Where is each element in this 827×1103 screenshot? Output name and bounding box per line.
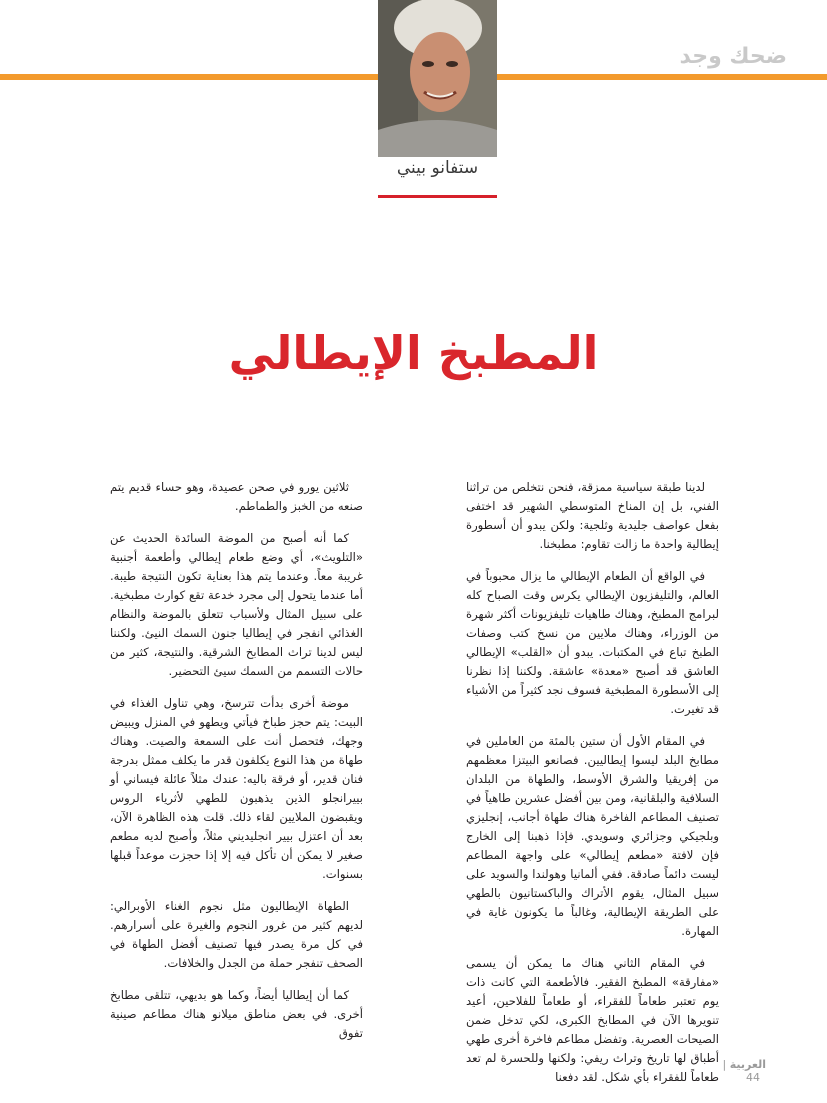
- page-footer: [700, 1058, 766, 1084]
- magazine-name: العربية: [729, 1058, 766, 1071]
- paragraph: ثلاثين يورو في صحن عصيدة، وهو حساء قديم يتم صنعه من الخبز والطماطم.: [110, 480, 363, 513]
- header-rule-left: [0, 74, 378, 80]
- author-photo: [378, 0, 497, 157]
- paragraph: في الواقع أن الطعام الإيطالي ما يزال محبوباً في العالم، والتليفزيون الإيطالي يكرس وقت الصباح كله لبرامج المطبخ، وهناك طاهيات تليفزيونات أكثر شهرة من الوزراء، وهناك ملايين من نسخ كتب وصفات الطبخ تباع في المكتبات. يبدو أن «القلب» الإيطالي العاشق قد أصبح «معدة» عاشقة. ولكننا إذا نظرنا إلى الأسطورة المطبخية فسوف نجد كثيراً من الأشياء قد تغيرت.: [466, 569, 719, 716]
- paragraph: الطهاة الإيطاليون مثل نجوم الغناء الأوبرالي: لديهم كثير من غرور النجوم والغيرة على أسرارهم. في كل مرة يصدر فيها تصنيف أفضل الطهاة في الصحف تنفجر حملة من الجدل والخلافات.: [110, 899, 363, 970]
- paragraph: في المقام الأول أن ستين بالمئة من العاملين في مطابخ البلد ليسوا إيطاليين. فصانعو البيتزا معظمهم من إفريقيا والشرق الأوسط، والطهاة من البلدان السلافية والبلقانية، ومن بين أفضل عشرين طاهياً في تصنيف المطاعم الفاخرة هناك طهاة أجانب، إنجليزي وبلجيكي وجزائري وسويدي. فإذا ذهبنا إلى الخارج فإن لافتة «مطعم إيطالي» على واجهة المطاعم ليست دائماً صادقة. ففي ألمانيا وهولندا والسويد على سبيل المثال، يقوم الأتراك والباكستانيون بالطهي على الطريقة الإيطالية، وغالباً ما يكونون غاية في المهارة.: [466, 734, 719, 938]
- paragraph: لدينا طبقة سياسية ممزقة، فنحن نتخلص من تراثنا الفني، بل إن المناخ المتوسطي الشهير قد اختفى بفعل عواصف جليدية وثلجية: ولكن يبدو أن أسطورة إيطالية واحدة ما زالت تقاوم: مطبخنا.: [466, 480, 719, 551]
- author-name: ستفانو بيني: [396, 158, 479, 178]
- author-portrait-image: [378, 0, 497, 157]
- article-title: المطبخ الإيطالي: [228, 325, 599, 380]
- header-rule-right: [497, 74, 827, 80]
- paragraph: كما أنه أصبح من الموضة السائدة الحديث عن «التلويث»، أي وضع طعام إيطالي وأطعمة أجنبية غريبة معاً. وعندما يتم هذا بعناية تكون النتيجة طيبة. أما عندما يتحول إلى مجرد خدعة تقع كوارث مطبخية. على سبيل المثال ولأسباب تتعلق بالموضة والنظام الغذائي انفجر في إيطاليا جنون السمك النيئ. ولكننا ليس لدينا تراث المطابخ الشرقية. والنتيجة، كثير من حالات التسمم من السمك سيئ التحضير.: [110, 531, 363, 678]
- section-label: ضحك وجد: [679, 44, 787, 69]
- author-underline: [378, 195, 497, 198]
- page-number: 44: [746, 1071, 760, 1084]
- paragraph: في المقام الثاني هناك ما يمكن أن يسمى «مفارقة» المطبخ الفقير. فالأطعمة التي كانت ذات يوم تعتبر طعاماً للفقراء، أو طعاماً للفلاحين، أعيد تنويرها الآن في المطابخ الكبرى، لكي تدخل ضمن الصيحات العصرية. وتفضل مطاعم فاخرة أخرى طهي أطباق لها تاريخ وتراث ريفي: ولكنها وللحسرة لم تعد طعاماً للفقراء بأي شكل. لقد دفعنا: [466, 956, 719, 1084]
- article-column-left: [110, 478, 363, 1056]
- article-column-right: [466, 478, 719, 1100]
- footer-separator: |: [722, 1058, 727, 1071]
- paragraph: كما أن إيطاليا أيضاً، وكما هو بديهي، تتلقى مطابخ أخرى. في بعض مناطق ميلانو هناك مطاعم صينية تفوق: [110, 988, 363, 1040]
- paragraph: موضة أخرى بدأت تترسخ، وهي تناول الغذاء في البيت: يتم حجز طباخ فيأتي ويطهو في المنزل ويبيض وجهك، فتحصل أنت على السمعة والصيت. وهناك طهاة من هذا النوع يكلفون قدر ما يكلف ممثل بدرجة فنان قدير، أو فرقة باليه: عندك مثلاً عائلة فيساني أو بييرانجلو الذين يذهبون للطهي لأثرياء الروس ويقبضون الملايين لقاء ذلك. قلت هذه الظاهرة الآن، بعد أن اعتزل بيير انجليديني مثلاً، وأصبح لديه مطعم صغير لا يمكن أن تأكل فيه إلا إذا حجزت موعداً قبلها بسنوات.: [110, 696, 363, 881]
